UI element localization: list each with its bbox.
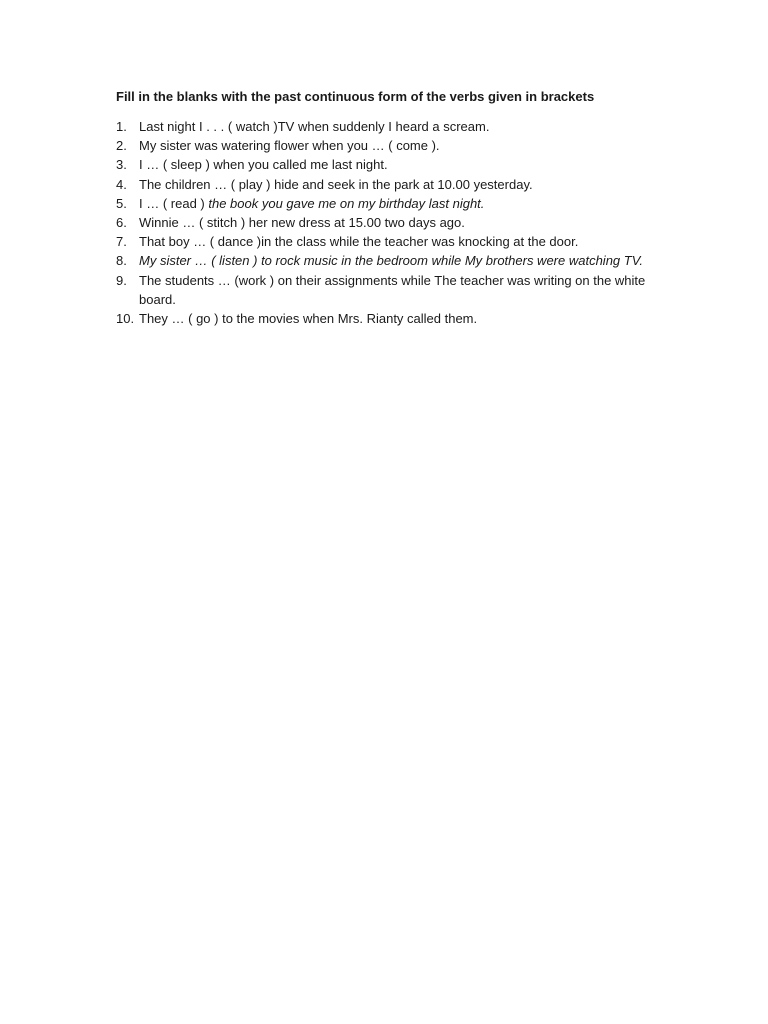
- item-number: 7.: [116, 234, 127, 250]
- list-item: [116, 232, 676, 251]
- item-italic-text: My sister … ( listen ) to rock music in the bedroom while My brothers were watching TV.: [139, 253, 644, 269]
- item-number: 1.: [116, 119, 127, 134]
- item-text: Last night I . . . ( watch )TV when suddenly I heard a scream.: [139, 119, 490, 134]
- list-item: [116, 251, 676, 270]
- item-italic-text: the book you gave me on my birthday last night.: [208, 195, 485, 211]
- exercise-list: [116, 117, 676, 328]
- list-item: [116, 155, 676, 174]
- list-item: [116, 271, 676, 309]
- list-item: [116, 194, 676, 213]
- list-item: [116, 213, 676, 232]
- item-number: 9.: [116, 272, 127, 288]
- item-number: 2.: [116, 138, 127, 154]
- list-item: [116, 117, 676, 136]
- item-number: 4.: [116, 176, 127, 192]
- item-text: That boy … ( dance )in the class while the teacher was knocking at the door.: [139, 234, 579, 250]
- item-text: I … ( read ): [139, 195, 209, 211]
- item-text: They … ( go ) to the movies when Mrs. Rianty called them.: [139, 311, 478, 327]
- item-number: 3.: [116, 157, 127, 173]
- item-number: 10.: [116, 311, 135, 327]
- list-item: [116, 136, 676, 155]
- item-text: The children … ( play ) hide and seek in the park at 10.00 yesterday.: [139, 176, 533, 192]
- item-number: 5.: [116, 195, 127, 211]
- list-item: [116, 309, 676, 328]
- item-text: Winnie … ( stitch ) her new dress at 15.00 two days ago.: [139, 215, 465, 231]
- item-text: I … ( sleep ) when you called me last night.: [139, 157, 388, 173]
- item-text: My sister was watering flower when you … ( come ).: [139, 138, 440, 154]
- item-number: 6.: [116, 215, 127, 231]
- list-item: [116, 175, 676, 194]
- page-title: Fill in the blanks with the past continuous form of the verbs given in brackets: [116, 89, 595, 104]
- item-number: 8.: [116, 253, 127, 269]
- item-text: The students … (work ) on their assignments while The teacher was writing on the white board.: [139, 272, 646, 307]
